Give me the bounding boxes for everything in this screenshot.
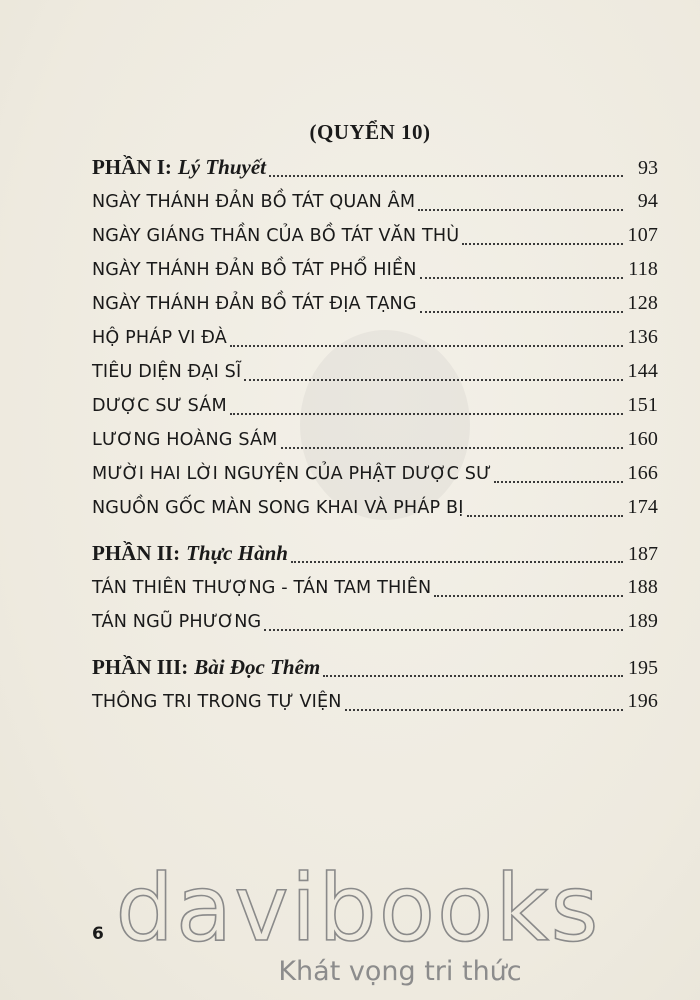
dot-leader: [291, 548, 623, 566]
toc-part-2: [92, 536, 658, 570]
toc-entry: [92, 684, 658, 718]
toc-entry: [92, 490, 658, 524]
entry-title: HỘ PHÁP VI ĐÀ: [92, 328, 227, 348]
entry-page: 94: [637, 190, 658, 212]
page-number: 6: [92, 924, 104, 944]
dot-leader: [230, 400, 623, 418]
entry-title: NGÀY THÁNH ĐẢN BỒ TÁT QUAN ÂM: [92, 192, 416, 212]
entry-page: 136: [627, 326, 658, 348]
part-title: Bài Đọc Thêm: [194, 655, 321, 679]
table-of-contents: [92, 150, 658, 718]
toc-part-1: [92, 150, 658, 184]
part-title: Lý Thuyết: [177, 155, 266, 179]
part-label: PHẦN III:: [92, 655, 189, 679]
dot-leader: [345, 696, 623, 714]
dot-leader: [420, 264, 623, 282]
toc-entry: [92, 456, 658, 490]
toc-entry: [92, 604, 658, 638]
entry-page: 174: [627, 496, 658, 518]
entry-title: DƯỢC SƯ SÁM: [92, 396, 227, 416]
toc-entry: [92, 184, 658, 218]
toc-entry: [92, 422, 658, 456]
toc-entry: [92, 388, 658, 422]
dot-leader: [264, 616, 623, 634]
entry-title: TÁN NGŨ PHƯƠNG: [92, 612, 262, 632]
volume-heading: (QUYỂN 10): [309, 120, 431, 144]
watermark-slogan: Khát vọng tri thức: [278, 956, 522, 987]
dot-leader: [418, 196, 623, 214]
entry-page: 160: [627, 428, 658, 450]
entry-page: 144: [627, 360, 658, 382]
dot-leader: [244, 366, 623, 384]
entry-title: TIÊU DIỆN ĐẠI SĨ: [92, 362, 242, 382]
entry-title: LƯƠNG HOÀNG SÁM: [92, 430, 278, 450]
entry-page: 107: [627, 224, 658, 246]
entry-title: TÁN THIÊN THƯỢNG - TÁN TAM THIÊN: [92, 578, 432, 598]
entry-page: 118: [628, 258, 658, 280]
toc-part-3: [92, 650, 658, 684]
watermark-brand: davibooks: [115, 855, 601, 962]
dot-leader: [467, 502, 623, 520]
entry-page: 166: [627, 462, 658, 484]
toc-entry: [92, 252, 658, 286]
entry-title: NGÀY GIÁNG THẦN CỦA BỒ TÁT VĂN THÙ: [92, 226, 460, 246]
entry-title: THÔNG TRI TRONG TỰ VIỆN: [92, 692, 342, 712]
entry-title: NGÀY THÁNH ĐẢN BỒ TÁT PHỔ HIỀN: [92, 260, 417, 280]
dot-leader: [434, 582, 623, 600]
part-page: 195: [628, 657, 658, 679]
part-page: 93: [638, 157, 658, 179]
entry-title: NGUỒN GỐC MÀN SONG KHAI VÀ PHÁP BỊ: [92, 498, 464, 518]
entry-page: 196: [627, 690, 658, 712]
dot-leader: [494, 468, 623, 486]
dot-leader: [281, 434, 624, 452]
dot-leader: [462, 230, 623, 248]
dot-leader: [420, 298, 623, 316]
toc-entry: [92, 320, 658, 354]
toc-entry: [92, 354, 658, 388]
entry-page: 189: [627, 610, 658, 632]
entry-page: 128: [627, 292, 658, 314]
entry-title: MƯỜI HAI LỜI NGUYỆN CỦA PHẬT DƯỢC SƯ: [92, 464, 492, 484]
dot-leader: [230, 332, 623, 350]
dot-leader: [323, 662, 623, 680]
toc-entry: [92, 570, 658, 604]
part-label: PHẦN II:: [92, 541, 181, 565]
part-title: Thực Hành: [186, 541, 288, 565]
toc-entry: [92, 218, 658, 252]
part-label: PHẦN I:: [92, 155, 172, 179]
entry-title: NGÀY THÁNH ĐẢN BỒ TÁT ĐỊA TẠNG: [92, 294, 417, 314]
part-page: 187: [628, 543, 658, 565]
toc-entry: [92, 286, 658, 320]
entry-page: 188: [627, 576, 658, 598]
dot-leader: [269, 162, 623, 180]
entry-page: 151: [627, 394, 658, 416]
